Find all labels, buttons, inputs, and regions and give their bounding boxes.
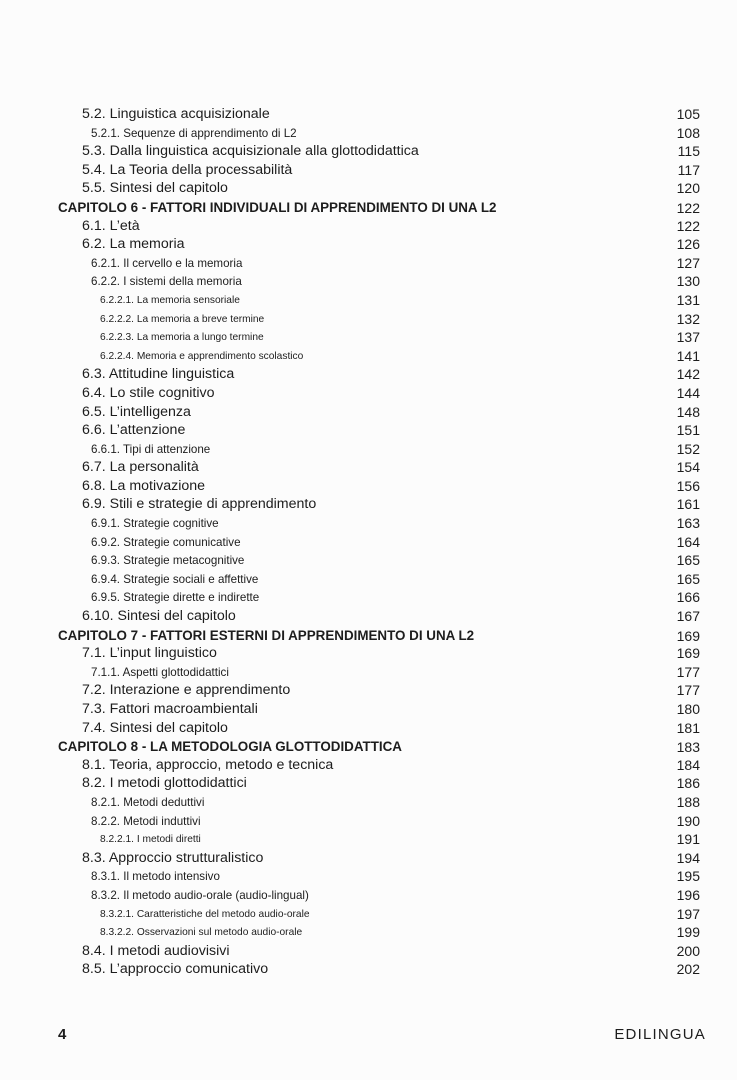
toc-section-entry: [0, 162, 737, 181]
toc-page-number: 196: [676, 886, 700, 903]
toc-page-number: 195: [676, 868, 700, 885]
toc-page-number: 197: [676, 905, 700, 922]
toc-subsection-entry: [0, 534, 737, 553]
toc-page-number: 177: [676, 682, 700, 699]
toc-section-entry: [0, 180, 737, 199]
toc-page-number: 163: [676, 515, 700, 532]
page-footer: [0, 1026, 737, 1048]
toc-page-number: 183: [676, 739, 700, 756]
toc-entry-title: 6.4. Lo stile cognitivo: [82, 384, 215, 401]
toc-page-number: 200: [676, 942, 700, 959]
toc-entry-title: 6.5. L’intelligenza: [82, 403, 191, 420]
toc-subsection-entry: [0, 813, 737, 832]
toc-entry-title: 6.2.2.4. Memoria e apprendimento scolastico: [100, 350, 304, 362]
toc-entry-title: CAPITOLO 7 - FATTORI ESTERNI DI APPRENDIMENTO DI UNA L2: [58, 627, 475, 643]
toc-subsection-entry: [0, 664, 737, 683]
toc-entry-title: 6.3. Attitudine linguistica: [82, 366, 235, 383]
toc-page-number: 186: [676, 775, 700, 792]
toc-chapter-heading: [0, 627, 737, 646]
toc-section-entry: [0, 701, 737, 720]
toc-section-entry: [0, 366, 737, 385]
toc-chapter-heading: [0, 738, 737, 757]
toc-section-entry: [0, 645, 737, 664]
toc-page-number: 130: [676, 273, 700, 290]
toc-subsection-entry: [0, 125, 737, 144]
toc-section-entry: [0, 422, 737, 441]
toc-page-number: 191: [676, 831, 700, 848]
toc-entry-title: 6.9.4. Strategie sociali e affettive: [91, 572, 259, 586]
toc-entry-title: 7.4. Sintesi del capitolo: [82, 719, 228, 736]
toc-section-entry: [0, 682, 737, 701]
toc-entry-title: 6.6. L’attenzione: [82, 422, 186, 439]
toc-subsection-entry: [0, 552, 737, 571]
toc-subsection-entry: [0, 515, 737, 534]
toc-entry-title: 6.9.2. Strategie comunicative: [91, 535, 241, 549]
toc-page-number: 131: [676, 291, 700, 308]
toc-subsection-entry: [0, 571, 737, 590]
toc-page-number: 166: [676, 589, 700, 606]
toc-entry-title: 8.2.1. Metodi deduttivi: [91, 795, 205, 809]
toc-page-number: 126: [676, 236, 700, 253]
toc-entry-title: 5.3. Dalla linguistica acquisizionale alla glottodidattica: [82, 143, 419, 160]
toc-page-number: 180: [676, 701, 700, 717]
toc-subsubsection-entry: [0, 348, 737, 367]
toc-page-number: 108: [676, 124, 700, 141]
toc-subsubsection-entry: [0, 831, 737, 850]
toc-page-number: 181: [676, 719, 700, 736]
toc-page-number: 156: [676, 477, 700, 494]
toc-entry-title: 8.3.2. Il metodo audio-orale (audio-lingual): [91, 888, 309, 902]
toc-page-number: 127: [676, 254, 700, 271]
toc-entry-title: 5.2. Linguistica acquisizionale: [82, 106, 270, 122]
toc-entry-title: 7.1. L’input linguistico: [82, 645, 217, 662]
toc-section-entry: [0, 459, 737, 478]
toc-page-number: 188: [676, 793, 700, 810]
toc-page-number: 141: [676, 347, 700, 364]
toc-page-number: 194: [676, 849, 700, 866]
toc-section-entry: [0, 496, 737, 515]
toc-entry-title: 6.9.3. Strategie metacognitive: [91, 554, 245, 568]
toc-chapter-heading: [0, 199, 737, 218]
toc-entry-title: 8.3.2.2. Osservazioni sul metodo audio-orale: [100, 927, 303, 939]
toc-page-number: 122: [676, 217, 700, 234]
toc-page-number: 115: [677, 143, 700, 160]
toc-page-number: 151: [676, 422, 700, 439]
toc-entry-title: 8.3.1. Il metodo intensivo: [91, 870, 220, 884]
toc-page-number: 105: [676, 106, 700, 122]
table-of-contents: [0, 106, 737, 980]
toc-entry-title: 6.10. Sintesi del capitolo: [82, 608, 236, 625]
toc-entry-title: 5.5. Sintesi del capitolo: [82, 180, 228, 197]
toc-subsubsection-entry: [0, 924, 737, 943]
toc-entry-title: 6.2. La memoria: [82, 236, 185, 253]
toc-subsection-entry: [0, 794, 737, 813]
toc-entry-title: 6.2.2.3. La memoria a lungo termine: [100, 332, 264, 344]
toc-entry-title: 6.6.1. Tipi di attenzione: [91, 442, 211, 456]
toc-section-entry: [0, 720, 737, 739]
toc-page-number: 169: [676, 627, 700, 644]
toc-entry-title: 7.1.1. Aspetti glottodidattici: [91, 665, 229, 679]
toc-page-number: 184: [676, 756, 700, 773]
toc-page-number: 165: [676, 570, 700, 587]
toc-entry-title: 6.9. Stili e strategie di apprendimento: [82, 496, 317, 513]
toc-section-entry: [0, 478, 737, 497]
toc-section-entry: [0, 608, 737, 627]
toc-page-number: 202: [676, 961, 700, 978]
toc-page-number: 144: [676, 384, 700, 401]
toc-page-number: 142: [676, 366, 700, 383]
toc-section-entry: [0, 404, 737, 423]
toc-page-number: 152: [676, 440, 700, 457]
toc-entry-title: 5.2.1. Sequenze di apprendimento di L2: [91, 126, 297, 140]
toc-subsubsection-entry: [0, 906, 737, 925]
toc-section-entry: [0, 757, 737, 776]
toc-page-number: 148: [676, 403, 700, 420]
toc-entry-title: 6.2.2.1. La memoria sensoriale: [100, 294, 240, 306]
toc-subsection-entry: [0, 273, 737, 292]
toc-entry-title: 6.1. L’età: [82, 217, 140, 234]
toc-entry-title: 8.2. I metodi glottodidattici: [82, 775, 247, 792]
toc-subsubsection-entry: [0, 292, 737, 311]
toc-entry-title: 5.4. La Teoria della processabilità: [82, 161, 293, 178]
toc-subsection-entry: [0, 255, 737, 274]
toc-page-number: 165: [676, 552, 700, 569]
toc-subsection-entry: [0, 887, 737, 906]
toc-section-entry: [0, 218, 737, 237]
toc-section-entry: [0, 143, 737, 162]
toc-page-number: 120: [676, 180, 700, 197]
toc-page-number: 190: [676, 812, 700, 829]
publisher-logo: EDILINGUA: [614, 1026, 706, 1043]
toc-entry-title: CAPITOLO 8 - LA METODOLOGIA GLOTTODIDATTICA: [58, 739, 402, 755]
toc-page-number: 169: [676, 645, 700, 662]
toc-page-number: 161: [676, 496, 700, 513]
toc-subsection-entry: [0, 441, 737, 460]
toc-entry-title: 7.3. Fattori macroambientali: [82, 701, 258, 717]
toc-page-number: 167: [676, 608, 700, 625]
toc-subsection-entry: [0, 868, 737, 887]
toc-entry-title: CAPITOLO 6 - FATTORI INDIVIDUALI DI APPRENDIMENTO DI UNA L2: [58, 199, 497, 215]
toc-subsubsection-entry: [0, 329, 737, 348]
toc-section-entry: [0, 850, 737, 869]
toc-entry-title: 8.3.2.1. Caratteristiche del metodo audio-orale: [100, 908, 310, 920]
toc-page-number: 154: [676, 459, 700, 476]
toc-entry-title: 6.2.2. I sistemi della memoria: [91, 275, 242, 289]
toc-entry-title: 6.7. La personalità: [82, 459, 199, 476]
toc-section-entry: [0, 943, 737, 962]
toc-entry-title: 8.3. Approccio strutturalistico: [82, 849, 264, 866]
toc-entry-title: 6.2.2.2. La memoria a breve termine: [100, 313, 265, 325]
toc-section-entry: [0, 775, 737, 794]
toc-section-entry: [0, 236, 737, 255]
toc-page-number: 132: [676, 310, 700, 327]
toc-entry-title: 8.2.2.1. I metodi diretti: [100, 834, 201, 846]
toc-subsection-entry: [0, 589, 737, 608]
toc-entry-title: 8.5. L’approccio comunicativo: [82, 961, 269, 978]
toc-page-number: 137: [676, 329, 700, 346]
toc-entry-title: 6.2.1. Il cervello e la memoria: [91, 256, 243, 270]
toc-entry-title: 6.9.1. Strategie cognitive: [91, 517, 219, 531]
toc-entry-title: 8.2.2. Metodi induttivi: [91, 814, 201, 828]
toc-entry-title: 6.8. La motivazione: [82, 477, 206, 494]
toc-entry-title: 6.9.5. Strategie dirette e indirette: [91, 591, 260, 605]
toc-page-number: 122: [676, 199, 700, 216]
toc-entry-title: 7.2. Interazione e apprendimento: [82, 682, 291, 699]
toc-page-number: 164: [676, 533, 700, 550]
toc-page-number: 177: [676, 663, 700, 680]
toc-page-number: 199: [676, 924, 700, 941]
toc-subsubsection-entry: [0, 311, 737, 330]
toc-section-entry: [0, 106, 737, 125]
toc-section-entry: [0, 385, 737, 404]
toc-entry-title: 8.4. I metodi audiovisivi: [82, 942, 230, 959]
toc-page-number: 117: [677, 161, 700, 178]
toc-entry-title: 8.1. Teoria, approccio, metodo e tecnica: [82, 756, 334, 773]
page-number: 4: [58, 1026, 67, 1043]
toc-section-entry: [0, 961, 737, 980]
